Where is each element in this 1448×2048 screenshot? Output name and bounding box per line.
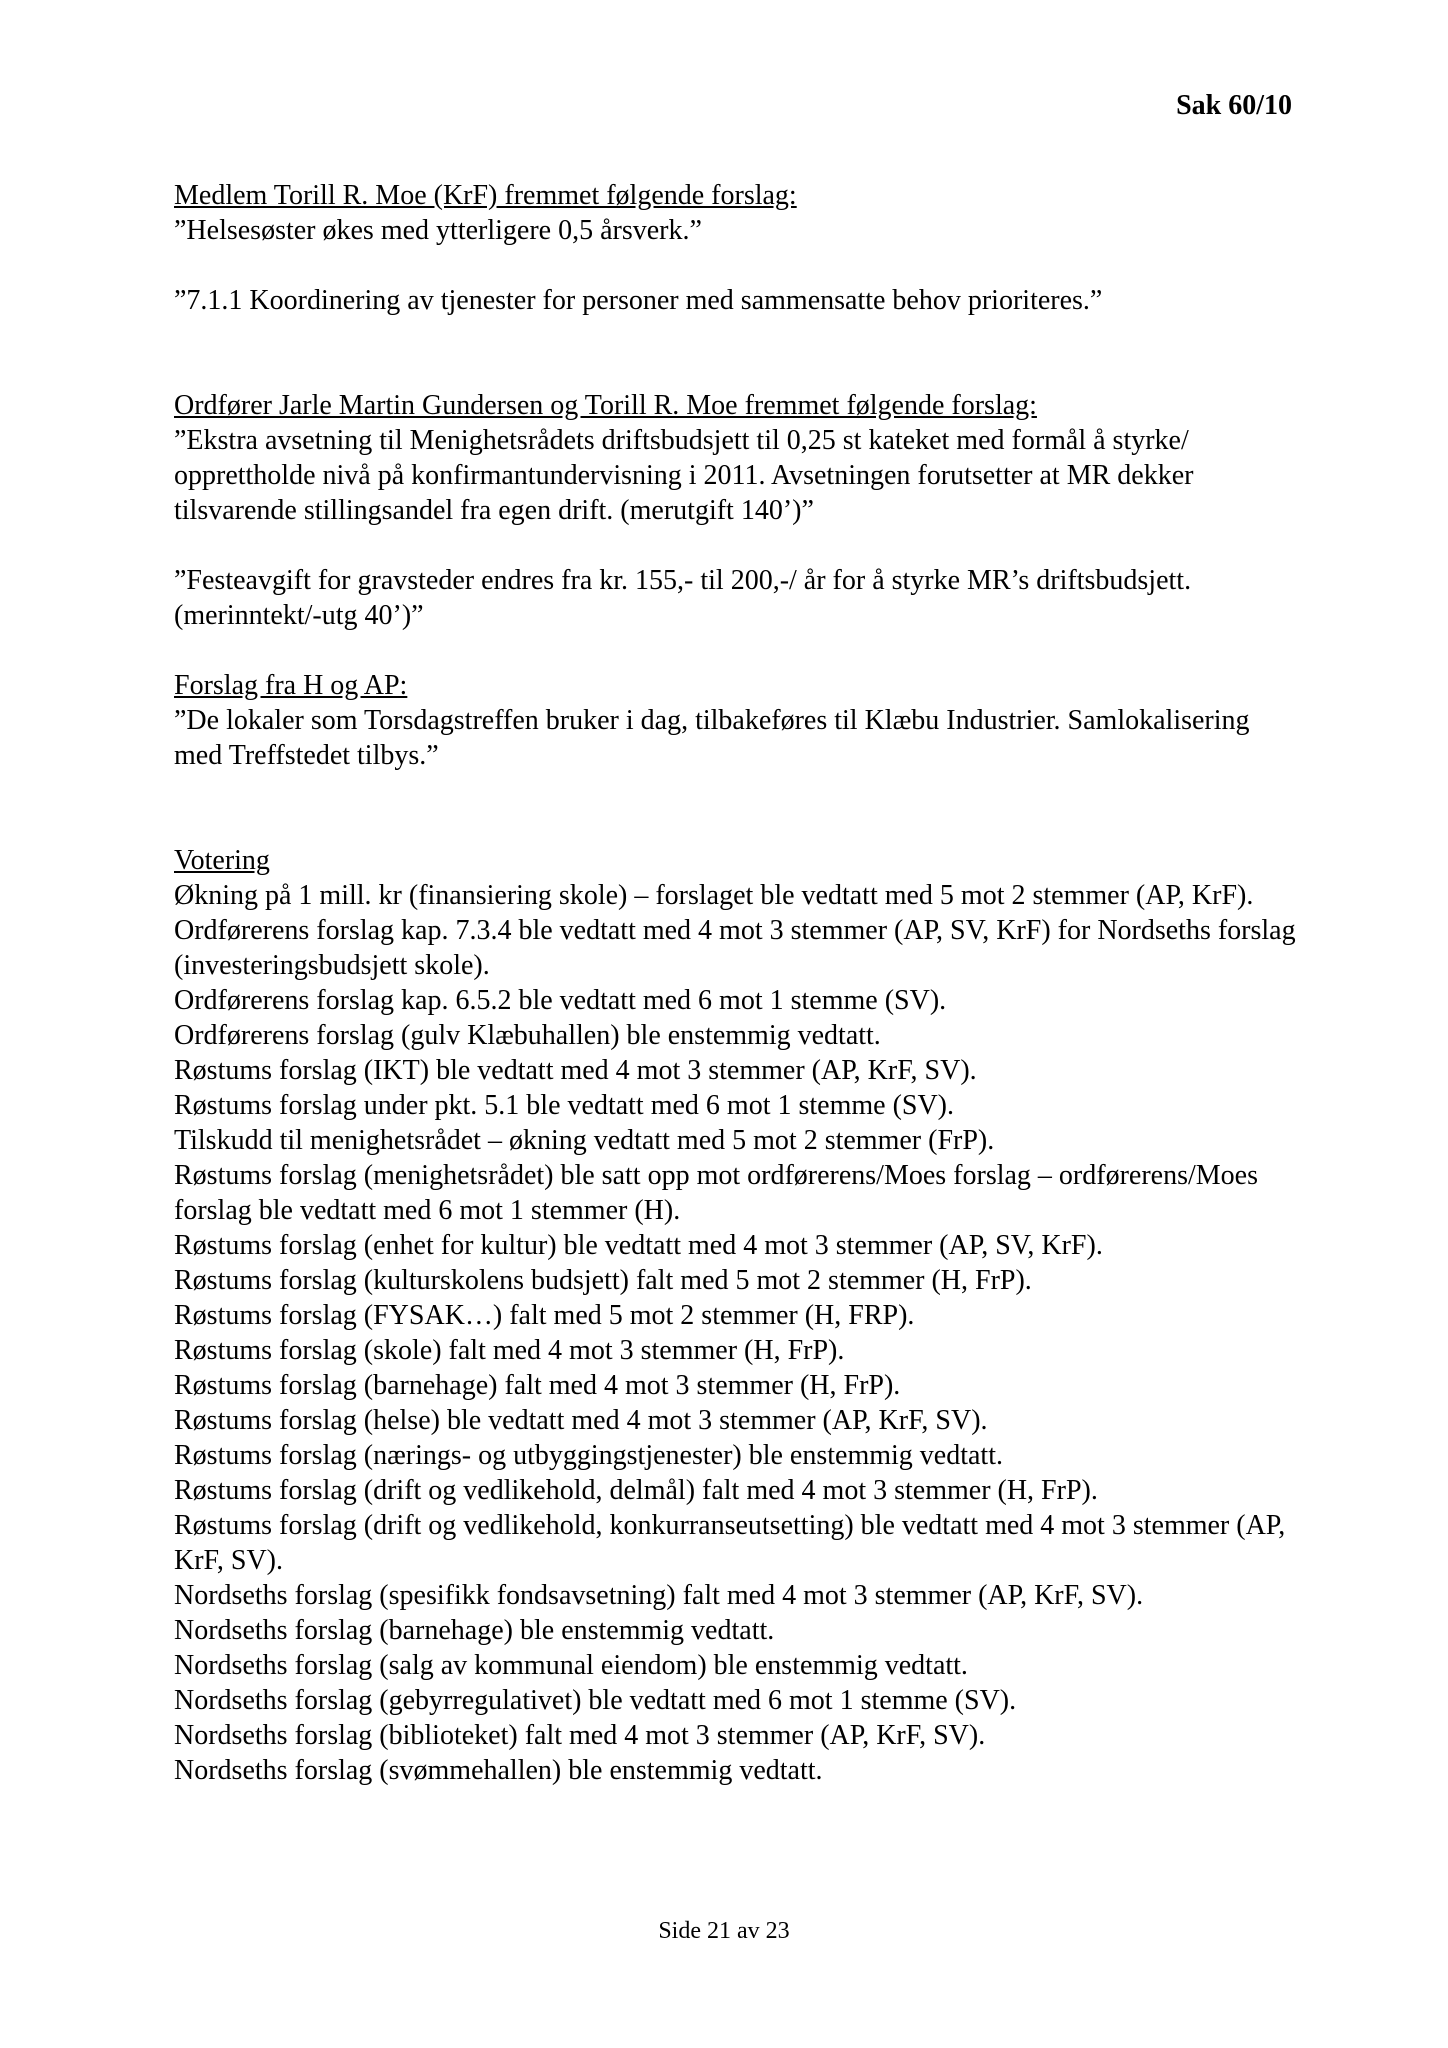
voting-item: Ordførerens forslag kap. 6.5.2 ble vedtatt med 6 mot 1 stemme (SV). bbox=[174, 985, 947, 1016]
page-footer: Side 21 av 23 bbox=[658, 1918, 790, 1944]
voting-item: Nordseths forslag (svømmehallen) ble enstemmig vedtatt. bbox=[174, 1755, 823, 1786]
voting-list bbox=[174, 878, 1304, 1788]
section2-proposal-1: ”Ekstra avsetning til Menighetsrådets driftsbudsjett til 0,25 st kateket med formål å styrke/ opprettholde nivå på konfirmantundervisning i 2011. Avsetningen forutsetter at MR dekker tilsvarende stillingsandel fra egen drift. (merutgift 140’)” bbox=[174, 425, 1194, 526]
voting-item: Røstums forslag under pkt. 5.1 ble vedtatt med 6 mot 1 stemme (SV). bbox=[174, 1090, 955, 1121]
voting-item: Nordseths forslag (salg av kommunal eiendom) ble enstemmig vedtatt. bbox=[174, 1650, 968, 1681]
voting-item: Nordseths forslag (barnehage) ble enstemmig vedtatt. bbox=[174, 1615, 775, 1646]
voting-item: Røstums forslag (IKT) ble vedtatt med 4 mot 3 stemmer (AP, KrF, SV). bbox=[174, 1055, 977, 1086]
document-body bbox=[174, 178, 1304, 1788]
voting-item: Røstums forslag (skole) falt med 4 mot 3 stemmer (H, FrP). bbox=[174, 1335, 845, 1366]
section1-proposal-1: ”Helsesøster økes med ytterligere 0,5 årsverk.” bbox=[174, 215, 702, 246]
voting-item: Ordførerens forslag kap. 7.3.4 ble vedtatt med 4 mot 3 stemmer (AP, SV, KrF) for Nordseths forslag (investeringsbudsjett skole). bbox=[174, 915, 1296, 981]
case-number: Sak 60/10 bbox=[1176, 90, 1292, 121]
voting-item: Røstums forslag (drift og vedlikehold, konkurranseutsetting) ble vedtatt med 4 mot 3 stemmer (AP, KrF, SV). bbox=[174, 1510, 1286, 1576]
voting-item: Ordførerens forslag (gulv Klæbuhallen) ble enstemmig vedtatt. bbox=[174, 1020, 881, 1051]
section3-heading: Forslag fra H og AP: bbox=[174, 670, 408, 701]
voting-item: Røstums forslag (drift og vedlikehold, delmål) falt med 4 mot 3 stemmer (H, FrP). bbox=[174, 1475, 1098, 1506]
voting-item: Røstums forslag (nærings- og utbyggingstjenester) ble enstemmig vedtatt. bbox=[174, 1440, 1003, 1471]
voting-item: Nordseths forslag (gebyrregulativet) ble vedtatt med 6 mot 1 stemme (SV). bbox=[174, 1685, 1017, 1716]
voting-item: Tilskudd til menighetsrådet – økning vedtatt med 5 mot 2 stemmer (FrP). bbox=[174, 1125, 995, 1156]
voting-item: Røstums forslag (kulturskolens budsjett) falt med 5 mot 2 stemmer (H, FrP). bbox=[174, 1265, 1032, 1296]
voting-item: Røstums forslag (menighetsrådet) ble satt opp mot ordførerens/Moes forslag – ordførerens/Moes forslag ble vedtatt med 6 mot 1 stemmer (H). bbox=[174, 1160, 1258, 1226]
voting-item: Røstums forslag (barnehage) falt med 4 mot 3 stemmer (H, FrP). bbox=[174, 1370, 901, 1401]
voting-item: Røstums forslag (FYSAK…) falt med 5 mot 2 stemmer (H, FRP). bbox=[174, 1300, 915, 1331]
section2-heading: Ordfører Jarle Martin Gundersen og Torill R. Moe fremmet følgende forslag: bbox=[174, 390, 1037, 421]
voting-item: Røstums forslag (enhet for kultur) ble vedtatt med 4 mot 3 stemmer (AP, SV, KrF). bbox=[174, 1230, 1103, 1261]
section3-proposal: ”De lokaler som Torsdagstreffen bruker i dag, tilbakeføres til Klæbu Industrier. Samlokalisering med Treffstedet tilbys.” bbox=[174, 705, 1250, 771]
section2-proposal-2: ”Festeavgift for gravsteder endres fra kr. 155,- til 200,-/ år for å styrke MR’s driftsbudsjett. (merinntekt/-utg 40’)” bbox=[174, 565, 1192, 631]
voting-item: Nordseths forslag (biblioteket) falt med 4 mot 3 stemmer (AP, KrF, SV). bbox=[174, 1720, 986, 1751]
section1-heading: Medlem Torill R. Moe (KrF) fremmet følgende forslag: bbox=[174, 180, 797, 211]
voting-item: Røstums forslag (helse) ble vedtatt med 4 mot 3 stemmer (AP, KrF, SV). bbox=[174, 1405, 988, 1436]
voting-heading: Votering bbox=[174, 845, 270, 876]
section1-proposal-2: ”7.1.1 Koordinering av tjenester for personer med sammensatte behov prioriteres.” bbox=[174, 285, 1103, 316]
voting-item: Økning på 1 mill. kr (finansiering skole) – forslaget ble vedtatt med 5 mot 2 stemmer (AP, KrF). bbox=[174, 880, 1254, 911]
voting-item: Nordseths forslag (spesifikk fondsavsetning) falt med 4 mot 3 stemmer (AP, KrF, SV). bbox=[174, 1580, 1144, 1611]
